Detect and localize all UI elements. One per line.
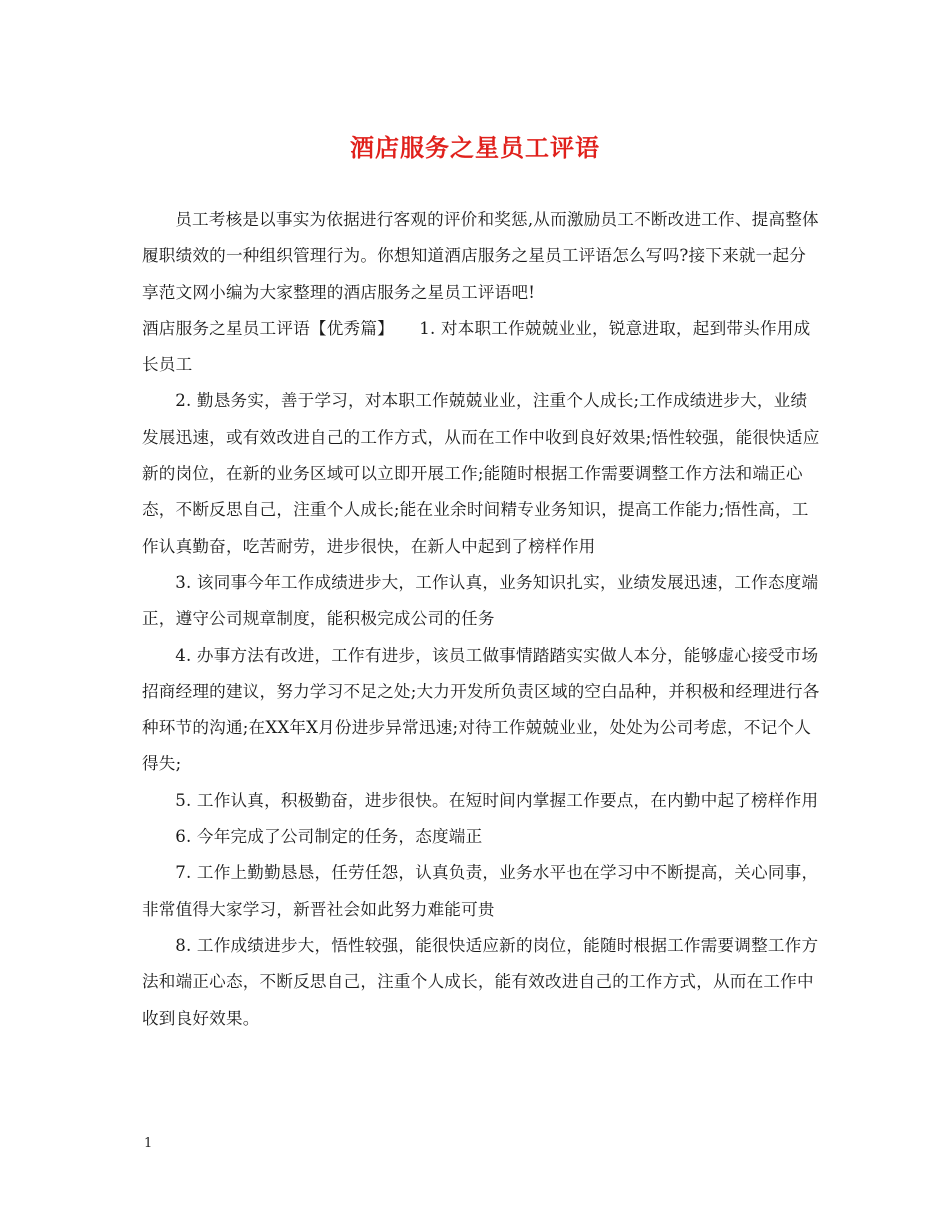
comment-paragraph-4: 4. 办事方法有改进，工作有进步，该员工做事情踏踏实实做人本分，能够虚心接受市场招商经理的建议，努力学习不足之处;大力开发所负责区域的空白品种，并积极和经理进行各种环节的沟通;在XX年X月份进步异常迅速;对待工作兢兢业业，处处为公司考虑，不记个人得失; — [142, 645, 820, 774]
document-title: 酒店服务之星员工评语 — [350, 133, 600, 162]
comment-paragraph-5: 5. 工作认真，积极勤奋，进步很快。在短时间内掌握工作要点，在内勤中起了榜样作用 — [175, 790, 819, 810]
comment-paragraph-8: 8. 工作成绩进步大，悟性较强，能很快适应新的岗位，能随时根据工作需要调整工作方法和端正心态，不断反思自己，注重个人成长，能有效改进自己的工作方式，从而在工作中收到良好效果。 — [142, 935, 819, 1028]
page-number: 1 — [144, 1136, 153, 1151]
comment-paragraph-3: 3. 该同事今年工作成绩进步大，工作认真，业务知识扎实，业绩发展迅速，工作态度端正，遵守公司规章制度，能积极完成公司的任务 — [142, 572, 819, 629]
section-heading-paragraph: 酒店服务之星员工评语【优秀篇】 1. 对本职工作兢兢业业，锐意进取，起到带头作用成长员工 — [142, 318, 811, 375]
intro-paragraph: 员工考核是以事实为依据进行客观的评价和奖惩,从而激励员工不断改进工作、提高整体履职绩效的一种组织管理行为。你想知道酒店服务之星员工评语怎么写吗?接下来就一起分享范文网小编为大家整理的酒店服务之星员工评语吧! — [142, 210, 819, 302]
comment-paragraph-6: 6. 今年完成了公司制定的任务，态度端正 — [175, 827, 483, 847]
comment-paragraph-7: 7. 工作上勤勤恳恳，任劳任怨，认真负责，业务水平也在学习中不断提高，关心同事，非常值得大家学习，新晋社会如此努力难能可贵 — [142, 863, 819, 919]
document-body — [142, 202, 822, 1037]
comment-paragraph-2: 2. 勤恳务实，善于学习，对本职工作兢兢业业，注重个人成长;工作成绩进步大，业绩发展迅速，或有效改进自己的工作方式，从而在工作中收到良好效果;悟性较强，能很快适应新的岗位，在新的业务区域可以立即开展工作;能随时根据工作需要调整工作方法和端正心态，不断反思自己，注重个人成长;能在业余时间精专业务知识，提高工作能力;悟性高，工作认真勤奋，吃苦耐劳，进步很快，在新人中起到了榜样作用 — [142, 391, 820, 556]
